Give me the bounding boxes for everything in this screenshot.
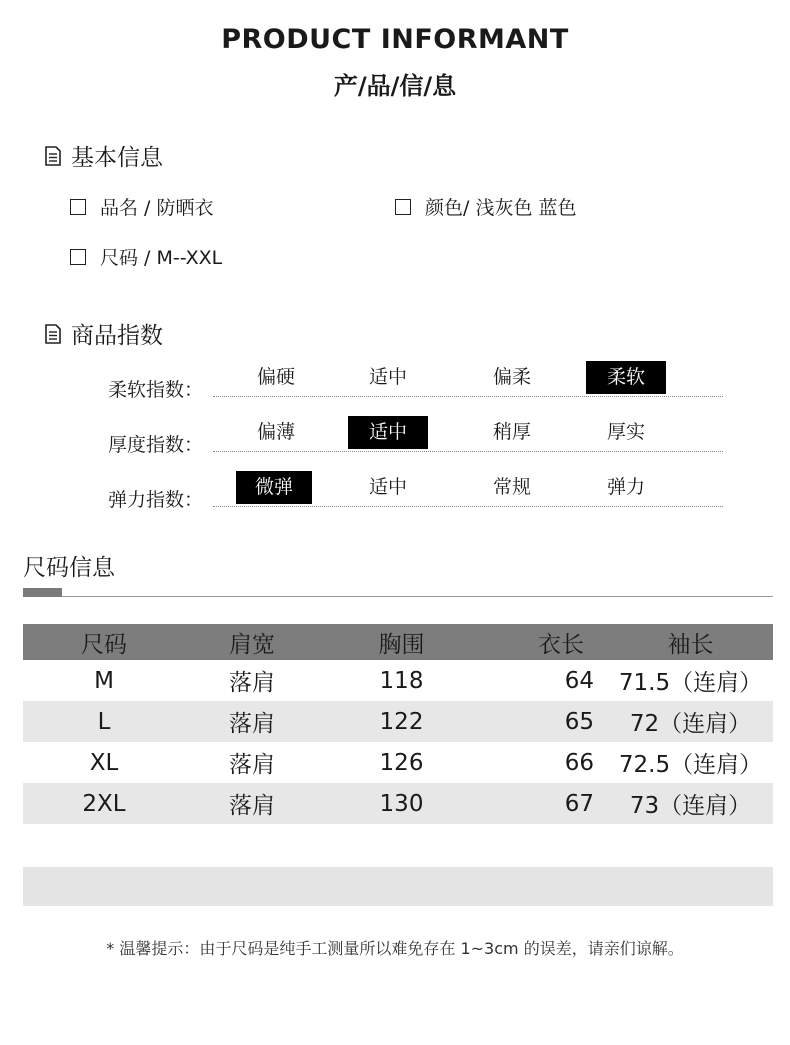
table-header-cell: 胸围 [378, 631, 425, 658]
index-label: 厚度指数： [108, 434, 204, 456]
table-cell: 落肩 [229, 711, 275, 737]
basic-info-item-label: 尺码 / M--XXL [100, 247, 223, 269]
table-cell: 118 [379, 667, 424, 694]
table-cell: 2XL [82, 790, 126, 817]
index-dotted-line [213, 451, 723, 452]
table-cell: L [97, 708, 111, 735]
index-row-thickness [0, 416, 790, 456]
table-cell: 66 [564, 749, 594, 776]
index-option: 偏硬 [256, 366, 295, 388]
index-option: 偏柔 [492, 366, 531, 388]
table-cell: 130 [379, 790, 424, 817]
checkbox-icon [70, 249, 86, 265]
index-option: 微弹 [236, 471, 312, 504]
table-cell: XL [89, 749, 119, 776]
table-cell: 落肩 [229, 670, 275, 696]
table-row [23, 742, 773, 783]
product-index-heading [45, 317, 163, 350]
table-cell: 72（连肩） [629, 711, 752, 737]
table-cell: 72.5（连肩） [618, 752, 763, 778]
index-option: 稍厚 [492, 421, 531, 443]
document-icon [45, 146, 61, 166]
table-cell: 67 [564, 790, 594, 817]
size-table [23, 624, 773, 824]
basic-info-item-label: 品名 / 防晒衣 [100, 197, 214, 219]
basic-info-item-label: 颜色/ 浅灰色 蓝色 [425, 197, 577, 219]
table-cell: M [94, 667, 114, 694]
checkbox-icon [70, 199, 86, 215]
table-header-cell: 肩宽 [229, 631, 275, 658]
table-cell: 65 [564, 708, 594, 735]
index-option: 常规 [492, 476, 531, 498]
index-option: 适中 [368, 476, 407, 498]
table-cell: 126 [379, 749, 424, 776]
index-option: 偏薄 [256, 421, 295, 443]
basic-info-heading-text: 基本信息 [71, 145, 163, 171]
table-header-cell: 尺码 [81, 631, 127, 658]
index-option: 柔软 [586, 361, 666, 394]
table-cell: 73（连肩） [629, 793, 752, 819]
index-row-elasticity [0, 471, 790, 511]
table-header-row [23, 624, 773, 660]
gray-band [23, 867, 773, 906]
product-index-heading-text: 商品指数 [71, 323, 163, 349]
table-cell: 落肩 [229, 793, 275, 819]
divider [23, 596, 773, 597]
title-english: PRODUCT INFORMANT [221, 24, 569, 55]
index-row-softness [0, 361, 790, 401]
index-option: 适中 [348, 416, 428, 449]
index-label: 柔软指数： [108, 379, 204, 401]
size-info-heading: 尺码信息 [23, 555, 115, 581]
measurement-note: * 温馨提示：由于尺码是纯手工测量所以难免存在 1~3cm 的误差，请亲们谅解。 [106, 939, 684, 958]
table-header-cell: 袖长 [667, 631, 714, 658]
heading-accent-bar [23, 588, 62, 597]
title-chinese: 产/品/信/息 [333, 72, 457, 100]
table-cell: 71.5（连肩） [618, 670, 763, 696]
table-cell: 64 [564, 667, 594, 694]
table-row [23, 783, 773, 824]
index-option: 厚实 [606, 421, 645, 443]
table-cell: 落肩 [229, 752, 275, 778]
table-row [23, 701, 773, 742]
table-row [23, 660, 773, 701]
table-cell: 122 [379, 708, 424, 735]
index-dotted-line [213, 396, 723, 397]
index-option: 弹力 [606, 476, 645, 498]
basic-info-item-name [70, 193, 213, 220]
checkbox-icon [395, 199, 411, 215]
basic-info-item-color [395, 193, 576, 220]
table-header-cell: 衣长 [538, 631, 584, 658]
basic-info-item-size [70, 243, 222, 270]
document-icon [45, 324, 61, 344]
index-dotted-line [213, 506, 723, 507]
basic-info-heading [45, 139, 163, 172]
index-label: 弹力指数： [108, 489, 204, 511]
index-option: 适中 [368, 366, 407, 388]
